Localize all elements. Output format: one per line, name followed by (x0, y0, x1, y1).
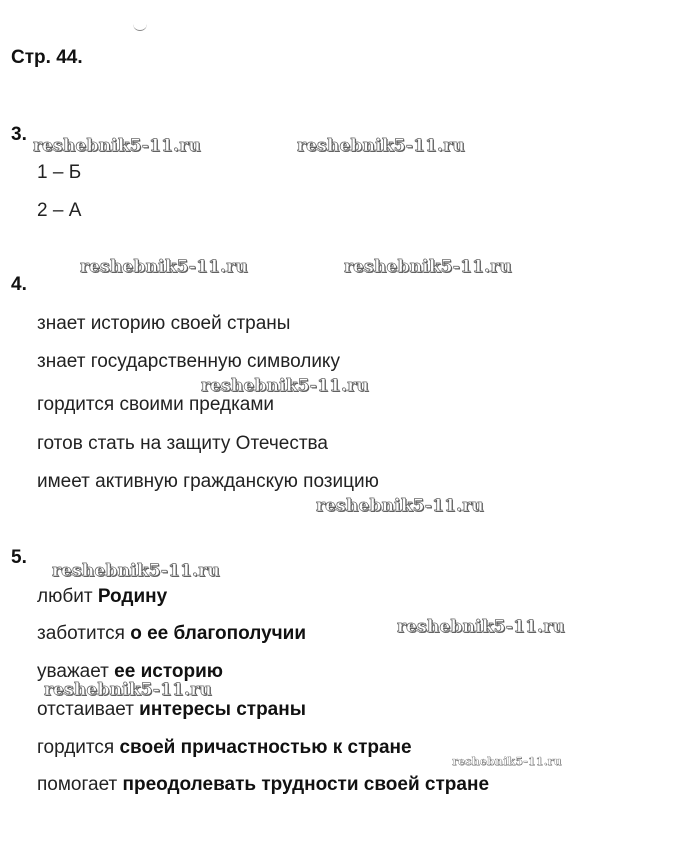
watermark: reshebnik5-11.ru (344, 257, 512, 277)
task-4-item-2: знает государственную символику (37, 351, 340, 372)
watermark: reshebnik5-11.ru (297, 136, 465, 156)
task-5-item-4: отстаивает интересы страны (37, 699, 306, 720)
watermark: reshebnik5-11.ru (80, 257, 248, 277)
watermark: reshebnik5-11.ru (316, 496, 484, 516)
task-4-item-1: знает историю своей страны (37, 313, 291, 334)
watermark: reshebnik5-11.ru (201, 376, 369, 396)
page-header: Стр. 44. (11, 47, 83, 68)
task-4-item-5: имеет активную гражданскую позицию (37, 471, 379, 492)
watermark: reshebnik5-11.ru (33, 136, 201, 156)
task-3-answer-2: 2 – А (37, 200, 82, 221)
watermark: reshebnik5-11.ru (52, 561, 220, 581)
task-4-number: 4. (11, 274, 27, 295)
watermark: reshebnik5-11.ru (452, 755, 562, 768)
task-5-item-2: заботится о ее благополучии (37, 623, 307, 644)
task-3-answer-1: 1 – Б (37, 162, 82, 183)
task-5-item-1: любит Родину (37, 586, 168, 607)
task-3-number: 3. (11, 124, 27, 145)
page-top-mark (133, 24, 147, 31)
task-4-item-3: гордится своими предками (37, 394, 275, 415)
task-4-item-4: готов стать на защиту Отечества (37, 433, 328, 454)
task-5-item-6: помогает преодолевать трудности своей стране (37, 774, 490, 795)
watermark: reshebnik5-11.ru (397, 617, 565, 637)
task-5-item-3: уважает ее историю (37, 661, 223, 682)
watermark: reshebnik5-11.ru (44, 680, 212, 700)
task-5-item-5: гордится своей причастностью к стране (37, 737, 412, 758)
task-5-number: 5. (11, 547, 27, 568)
